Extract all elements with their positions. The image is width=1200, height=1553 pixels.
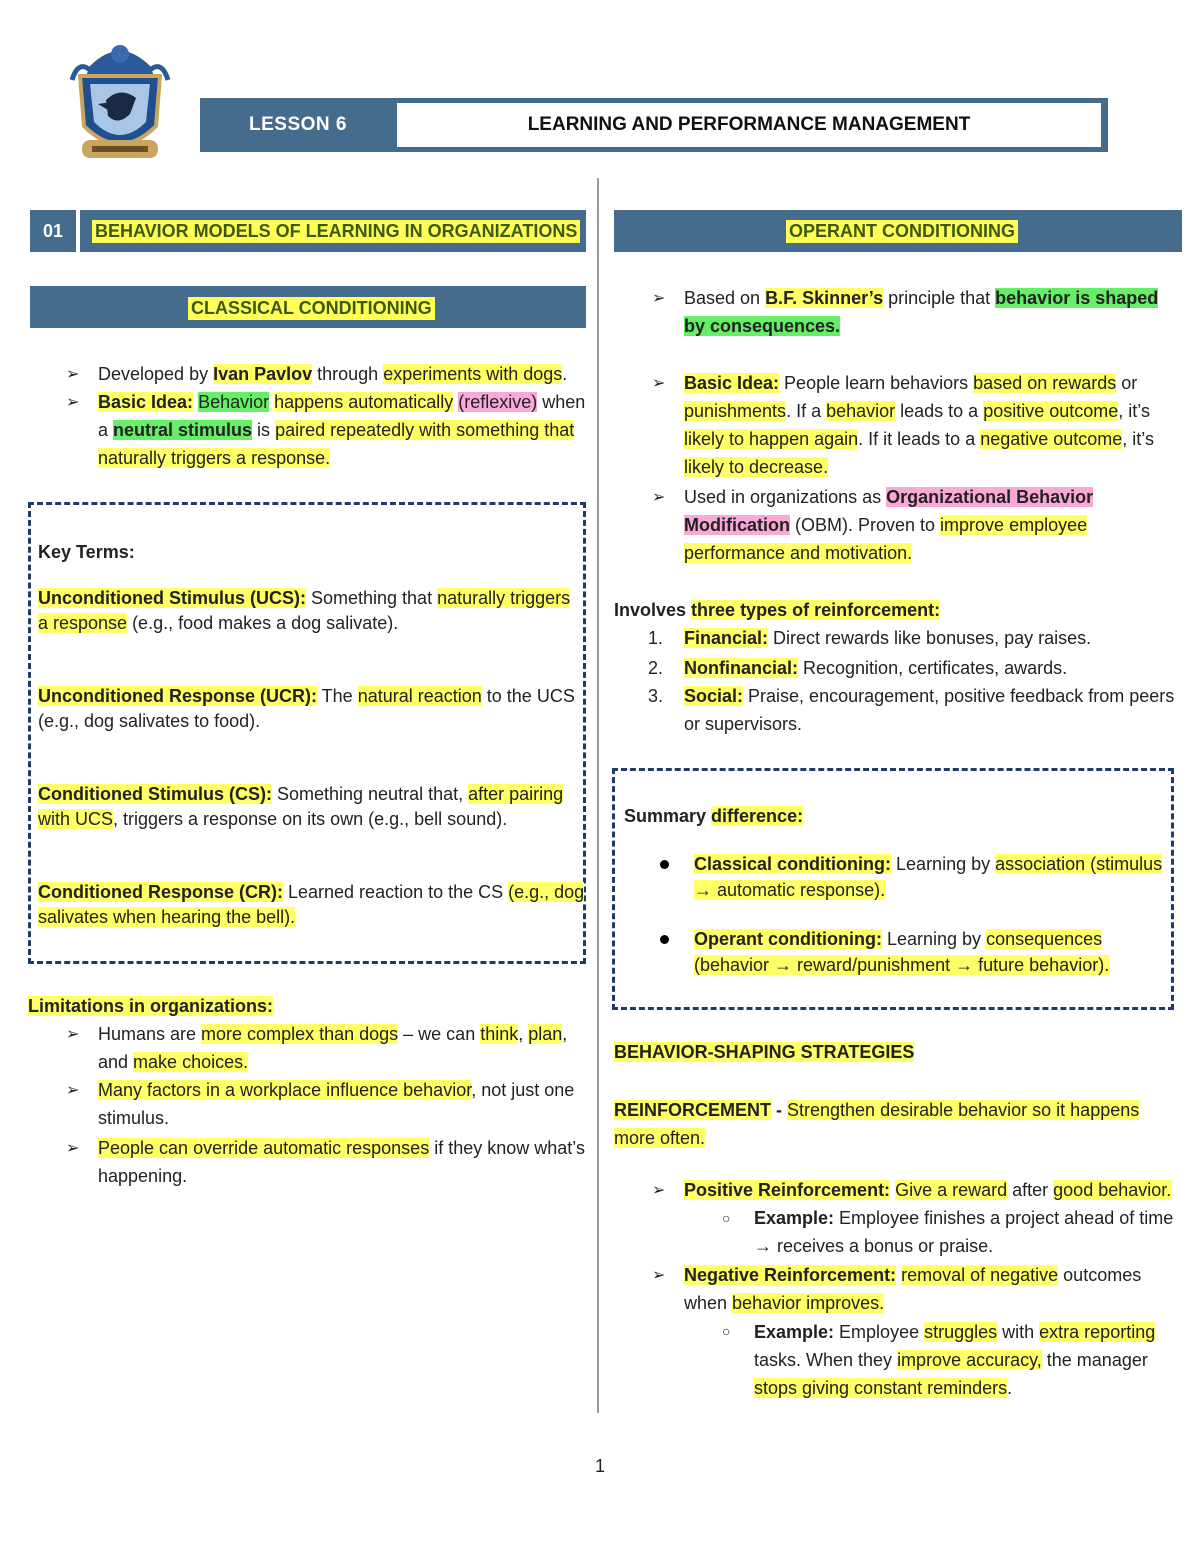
lesson-label: LESSON 6 <box>249 114 347 135</box>
reinforcement-financial: Financial: Direct rewards like bonuses, pay raises. <box>684 628 1092 648</box>
dot-bullet-icon <box>660 860 669 869</box>
lesson-title: LEARNING AND PERFORMANCE MANAGEMENT <box>397 103 1101 147</box>
operant-bullet-3: Used in organizations as Organizational Behavior Modification (OBM). Proven to improve employee performance and motivation. <box>684 487 1094 563</box>
section-number: 01 <box>30 210 76 252</box>
limitation-2: Many factors in a workplace influence behavior, not just one stimulus. <box>98 1080 575 1128</box>
limitation-3: People can override automatic responses if they know what’s happening. <box>98 1138 585 1186</box>
circle-bullet-icon: ○ <box>722 1323 731 1339</box>
column-divider <box>597 178 599 1413</box>
summary-classical: Classical conditioning: Learning by association (stimulus → automatic response). <box>694 854 1163 900</box>
positive-reinforcement-example: Example: Employee finishes a project ahead of time → receives a bonus or praise. <box>754 1208 1174 1256</box>
key-term-cr: Conditioned Response (CR): Learned reaction to the CS (e.g., dog salivates when hearing the bell). <box>38 882 585 927</box>
classical-conditioning-title: CLASSICAL CONDITIONING <box>188 297 435 320</box>
classical-bullet-1: Developed by Ivan Pavlov through experiments with dogs. <box>98 364 568 384</box>
key-terms-heading: Key Terms: <box>38 542 135 562</box>
arrow-bullet-icon: ➢ <box>66 366 80 383</box>
list-number: 3. <box>648 686 664 706</box>
behavior-shaping-heading: BEHAVIOR-SHAPING STRATEGIES <box>614 1042 915 1062</box>
circle-bullet-icon: ○ <box>722 1210 731 1226</box>
arrow-bullet-icon: ➢ <box>652 290 666 307</box>
operant-bullet-2: Basic Idea: People learn behaviors based on rewards or punishments. If a behavior leads to a positive outcome, it’s likely to happen again. If it leads to a negative outcome, it’s likely to decrease. <box>684 373 1154 477</box>
reinforcement-social: Social: Praise, encouragement, positive feedback from peers or supervisors. <box>684 686 1175 734</box>
reinforcement-definition: REINFORCEMENT - Strengthen desirable behavior so it happens more often. <box>614 1100 1140 1148</box>
list-number: 2. <box>648 658 664 678</box>
arrow-bullet-icon: ➢ <box>66 1026 80 1043</box>
arrow-bullet-icon: ➢ <box>652 375 666 392</box>
reinforcement-nonfinancial: Nonfinancial: Recognition, certificates, awards. <box>684 658 1068 678</box>
classical-bullet-2: Basic Idea: Behavior happens automatically (reflexive) when a neutral stimulus is paired repeatedly with something that naturally triggers a response. <box>98 392 586 468</box>
arrow-bullet-icon: ➢ <box>66 394 80 411</box>
arrow-bullet-icon: ➢ <box>652 1267 666 1284</box>
summary-heading: Summary difference: <box>624 806 804 826</box>
arrow-bullet-icon: ➢ <box>66 1140 80 1157</box>
key-term-ucr: Unconditioned Response (UCR): The natural reaction to the UCS (e.g., dog salivates to food). <box>38 686 575 731</box>
dot-bullet-icon <box>660 935 669 944</box>
arrow-bullet-icon: ➢ <box>652 1182 666 1199</box>
key-term-ucs: Unconditioned Stimulus (UCS): Something that naturally triggers a response (e.g., food makes a dog salivate). <box>38 588 571 633</box>
summary-operant: Operant conditioning: Learning by consequences (behavior → reward/punishment → future behavior). <box>694 929 1110 975</box>
limitation-1: Humans are more complex than dogs – we can think, plan, and make choices. <box>98 1024 568 1072</box>
section-title: BEHAVIOR MODELS OF LEARNING IN ORGANIZATIONS <box>92 220 580 243</box>
page-number: 1 <box>594 1456 605 1476</box>
arrow-bullet-icon: ➢ <box>652 489 666 506</box>
key-term-cs: Conditioned Stimulus (CS): Something neutral that, after pairing with UCS, triggers a response on its own (e.g., bell sound). <box>38 784 564 829</box>
list-number: 1. <box>648 628 664 648</box>
ravenclaw-crest-icon <box>68 40 172 166</box>
operant-conditioning-title: OPERANT CONDITIONING <box>786 220 1018 243</box>
arrow-bullet-icon: ➢ <box>66 1082 80 1099</box>
operant-bullet-1: Based on B.F. Skinner’s principle that behavior is shaped by consequences. <box>684 288 1159 336</box>
limitations-heading: Limitations in organizations: <box>28 996 274 1016</box>
negative-reinforcement-example: Example: Employee struggles with extra reporting tasks. When they improve accuracy, the manager stops giving constant reminders. <box>754 1322 1156 1398</box>
negative-reinforcement: Negative Reinforcement: removal of negative outcomes when behavior improves. <box>684 1265 1142 1313</box>
reinforcement-types-heading: Involves three types of reinforcement: <box>614 600 941 620</box>
positive-reinforcement: Positive Reinforcement: Give a reward after good behavior. <box>684 1180 1172 1200</box>
